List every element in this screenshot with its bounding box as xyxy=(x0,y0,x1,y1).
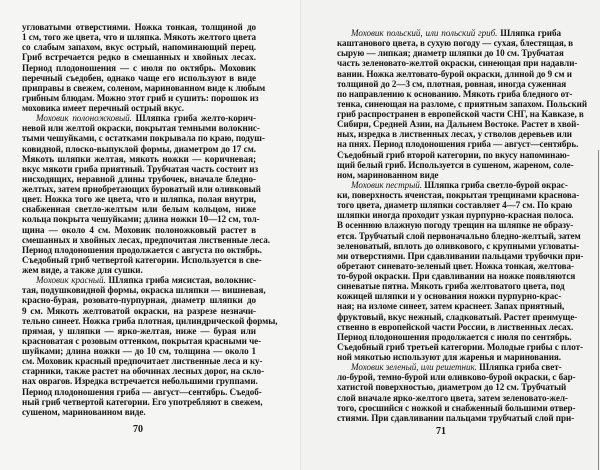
text-line xyxy=(22,265,256,275)
line-text: цвет. Ножка того же цвета, что и шляпка, полая внутри, xyxy=(22,194,256,205)
line-text: 1 см, того же цвета, что и шляпка. Мякоть желтого цвета xyxy=(22,32,256,43)
text-line xyxy=(337,28,561,38)
text-line xyxy=(337,291,561,301)
text-line xyxy=(22,52,256,62)
text-line xyxy=(337,281,565,292)
line-text: угловатыми отверстиями. Ножка тонкая, толщиной до xyxy=(22,22,256,32)
line-text: обретают синевато-зеленый цвет. Ножка тонкая, желтова- xyxy=(337,260,575,271)
line-text: Мякоть шляпки желтая, мякоть ножки — коричневая; xyxy=(22,153,256,164)
line-text: щина — около 4 см. Моховик полоножковый растет в xyxy=(22,224,256,235)
line-text: гриб распространен в европейской части СНГ, на Кавказе, в xyxy=(337,109,584,119)
line-text: стиями. При сдавливании пальцами трубчатый слой при- xyxy=(337,412,575,423)
text-line xyxy=(22,204,256,214)
text-line xyxy=(22,92,259,103)
line-text: Период плодоношения продолжается с июля по сентябрь. xyxy=(337,331,572,342)
line-text: Съедобный гриб второй категории, по вкусу напоминаю- xyxy=(337,149,570,160)
line-text: Период плодоношения продолжается с августа по октябрь. xyxy=(22,244,262,255)
line-text: Шляпка гриба мясистая, волокнис- xyxy=(105,275,256,286)
text-line xyxy=(337,311,578,322)
text-line xyxy=(337,402,576,413)
line-text: красно-бурая, розовато-пурпурная, диаметр шляпки до xyxy=(22,295,256,306)
line-text: ло-бурой, темно-бурой или оливково-бурой окраски, с бар- xyxy=(337,372,576,383)
line-text: Шляпка гриба свет- xyxy=(476,362,562,373)
line-text: кожицей шляпки и у основания ножки пурпурно-крас- xyxy=(337,291,562,302)
page-number: 70 xyxy=(133,424,143,435)
text-line xyxy=(22,244,262,255)
species-heading: Моховик зеленый, или решетник. xyxy=(351,362,477,373)
line-text: сырую — липкая; диаметр шляпки до 10 см. Трубчатая xyxy=(337,48,564,59)
line-text: ной мякотью используют для жаренья и маринования. xyxy=(337,352,561,362)
line-text: нах оврагов. Изредка встречается небольшими группами. xyxy=(22,376,258,387)
line-text: вкус мякоти гриба приятный. Трубчатая часть состоит из xyxy=(22,163,259,174)
text-line xyxy=(337,129,572,140)
line-text: моховика имеет перечный острый вкус. xyxy=(22,103,184,113)
text-line xyxy=(337,88,573,99)
line-text: приправы в свежем, соленом, маринованном виде к любым xyxy=(22,82,266,93)
text-line xyxy=(337,362,561,372)
text-line xyxy=(22,396,263,407)
text-line xyxy=(337,200,573,211)
text-line xyxy=(22,184,261,194)
line-text: прямая, у шляпки — ярко-желтая, ниже — бурая или xyxy=(22,325,256,336)
text-line xyxy=(22,133,265,144)
text-line xyxy=(22,63,256,73)
line-text: тая, подушковидной формы, окраска шляпки — вишневая, xyxy=(22,285,266,296)
text-line xyxy=(22,285,266,296)
line-text: нисходящих, неравной длины трубочек, вначале бледно- xyxy=(22,173,256,184)
text-line xyxy=(337,119,580,130)
line-text: ковидной, плоско-выпуклой формы, диаметром до 17 см. xyxy=(22,143,256,154)
text-line xyxy=(22,366,265,377)
line-text: со слабым запахом, вкус острый, напоминающий перец. xyxy=(22,42,256,53)
line-text: желтых, затем приобретающих буроватый или оливковый xyxy=(22,184,261,194)
text-line xyxy=(22,194,256,204)
text-line xyxy=(22,346,256,356)
text-line xyxy=(337,301,565,312)
species-heading: Моховик польский, или польский гриб. xyxy=(351,28,498,38)
page-text xyxy=(337,28,588,423)
text-line xyxy=(22,315,278,326)
text-line xyxy=(337,38,573,49)
line-text: зеленоватый, вплоть до оливкового, с крупными угловаты- xyxy=(337,240,580,251)
line-text: ном, маринованном виде xyxy=(337,169,439,180)
line-text: синеватые пятна. Мякоть гриба желтоватого цвета, под xyxy=(337,281,565,292)
line-text: старники, также растет на обочинах лесных дорог, на скло- xyxy=(22,366,265,377)
text-line xyxy=(22,103,256,113)
line-text: невой или желтой окраски, покрытая темными волокнис- xyxy=(22,123,260,134)
line-text: по направлению к основанию. Мякоть гриба бледного от- xyxy=(337,88,573,99)
page-text xyxy=(22,22,278,417)
line-text: то-бурой окраски. При сдавливании на ножке появляются xyxy=(337,271,576,281)
line-text: 9 см. Мякоть желтоватой окраски, на разрезе незначи- xyxy=(22,305,256,316)
line-text: Период плодоношения гриба — август—сентябрь. Съедоб- xyxy=(22,386,262,397)
line-text: ная; на изломе синеет, затем краснеет. Запах приятный, xyxy=(337,301,565,312)
text-line xyxy=(337,250,584,261)
text-line xyxy=(22,275,256,285)
line-text: Шляпка гриба светло-бурой окрас- xyxy=(421,179,568,190)
text-line xyxy=(22,295,256,305)
text-line xyxy=(337,190,580,200)
line-text: Шляпка гриба желто-корич- xyxy=(131,113,256,124)
text-line xyxy=(22,73,256,83)
text-line xyxy=(22,113,256,123)
line-text: щий белый гриб. Используется в сушеном, жареном, соле- xyxy=(337,159,574,170)
line-text: Гриб встречается редко в смешанных и хвойных лесах. xyxy=(22,52,256,63)
line-text: на пнях. Период плодоношения гриба — август—сентябрь. xyxy=(337,139,579,150)
line-text: Съедобный гриб третьей категории. Молодые грибы с плот- xyxy=(337,341,583,352)
text-line xyxy=(337,210,574,221)
text-line xyxy=(22,154,256,164)
line-text: каштанового цвета, в сухую погоду — сухая, блестящая, в xyxy=(337,38,573,49)
line-text: Период плодоношения — с июля по октябрь. Моховик xyxy=(22,62,256,73)
line-text: ственно в европейской части России, в лиственных лесах. xyxy=(337,321,574,332)
line-text: см. Моховик красный предпочитает лиственные леса и ку- xyxy=(22,356,263,367)
line-text: кольца покрыта чешуйками; длина ножки 10—12 см, тол- xyxy=(22,214,260,225)
text-line xyxy=(337,170,561,180)
page-edge xyxy=(598,150,599,470)
text-line xyxy=(337,230,581,241)
text-line xyxy=(337,159,574,170)
text-line xyxy=(337,341,583,352)
line-text: ный гриб четвертой категории. Его употребляют в свежем, xyxy=(22,396,263,407)
text-line xyxy=(337,271,576,281)
line-text: хатистой поверхностью, диаметром до 12 см. Трубчатый xyxy=(337,382,567,393)
line-text: толщиной до 2—3 см, плотная, ровная, иногда суженная xyxy=(337,78,567,89)
line-text: жем виде, а также для сушки. xyxy=(22,265,143,275)
text-line xyxy=(22,376,256,386)
line-text: шляпки иногда проходит узкая пурпурно-красная полоса. xyxy=(337,210,574,221)
line-text: ных, изредка в лиственных лесах, у стволов деревьев или xyxy=(337,129,572,140)
text-line xyxy=(22,82,266,93)
text-line xyxy=(22,386,262,397)
text-line xyxy=(22,335,262,346)
text-line xyxy=(22,32,256,42)
line-text: тыми чешуйками, с остатками покрывала по краю, подуш- xyxy=(22,133,265,144)
line-text: того цвета, диаметр шляпки составляет 4—7 см. По краю xyxy=(337,200,573,211)
text-line xyxy=(22,356,263,367)
line-text: того, сросшийся с ножкой и снабженный большими отвер- xyxy=(337,402,576,413)
page-right xyxy=(300,0,600,470)
text-line xyxy=(22,22,256,32)
line-text: слой вначале ярко-желтого цвета, затем зеленовато-жел- xyxy=(337,392,568,403)
species-heading: Моховик красный. xyxy=(36,275,106,286)
text-line xyxy=(337,372,576,383)
text-line xyxy=(337,352,561,362)
species-heading: Моховик полоножковый. xyxy=(36,113,132,124)
line-text: грибным блюдам. Можно этот гриб и сушить: порошок из xyxy=(22,92,259,103)
line-text: тельно синеет. Ножка гриба плотная, цилиндрической формы, xyxy=(22,315,278,326)
line-text: тенка, синеющая на разломе, с приятным запахом. Польский xyxy=(337,98,588,109)
line-text: В осеннюю влажную погоду трещин на шляпке не образу- xyxy=(337,220,574,231)
text-line xyxy=(337,382,567,393)
text-line xyxy=(337,58,578,69)
text-line xyxy=(337,109,584,119)
line-text: Съедобный гриб четвертой категории. Используется в све- xyxy=(22,254,262,265)
text-line xyxy=(22,407,256,417)
text-line xyxy=(22,123,260,134)
line-text: смешанных и хвойных лесах, предпочитая лиственные леса. xyxy=(22,234,270,245)
text-line xyxy=(337,392,568,403)
line-text: шуйками; длина ножки — до 10 см, толщина — около 1 xyxy=(22,346,256,356)
text-line xyxy=(337,149,570,160)
text-line xyxy=(337,220,574,231)
text-line xyxy=(22,214,260,225)
line-text: ки, поверхность ячеистая, покрытая трещинами краснова- xyxy=(337,190,580,200)
line-text: сушеном, маринованном виде. xyxy=(22,406,146,417)
species-heading: Моховик пестрый. xyxy=(351,179,422,190)
text-line xyxy=(337,98,588,109)
page-number: 71 xyxy=(436,426,446,437)
text-line xyxy=(22,234,270,245)
text-line xyxy=(22,42,256,52)
text-line xyxy=(22,163,259,174)
text-line xyxy=(337,240,580,251)
text-line xyxy=(337,48,564,59)
text-line xyxy=(337,331,572,342)
text-line xyxy=(337,260,575,271)
text-line xyxy=(22,254,262,265)
line-text: ми отверстиями. При сдавливании пальцами трубочки при- xyxy=(337,250,584,261)
text-line xyxy=(22,306,256,316)
text-line xyxy=(337,78,567,89)
line-text: перечный съедобен, однако чаще его используют в виде xyxy=(22,72,256,83)
line-text: Шляпка гриба xyxy=(497,28,561,38)
text-line xyxy=(337,412,575,423)
text-line xyxy=(337,321,574,332)
line-text: ется. Трубчатый слой первоначально бледно-желтый, затем xyxy=(337,230,581,241)
line-text: снабженная светло-желтым или белым кольцом, ниже xyxy=(22,204,256,215)
text-line xyxy=(337,139,579,150)
text-line xyxy=(22,225,256,235)
text-line xyxy=(22,174,256,184)
text-line xyxy=(22,144,256,154)
line-text: вании. Ножка желтовато-бурой окраски, длиной до 9 см и xyxy=(337,68,572,79)
line-text: часть зеленовато-желтой окраски, синеющая при надавли- xyxy=(337,58,578,69)
text-line xyxy=(337,179,568,190)
line-text: фруктовый, вкус нежный, сладковатый. Растет преимуще- xyxy=(337,311,578,322)
line-text: Сибири, Средней Азии, на Дальнем Востоке. Растет в хвой- xyxy=(337,119,580,130)
text-line xyxy=(337,68,572,79)
line-text: красноватая с розовым оттенком, покрытая красными че- xyxy=(22,335,262,346)
text-line xyxy=(22,326,256,336)
